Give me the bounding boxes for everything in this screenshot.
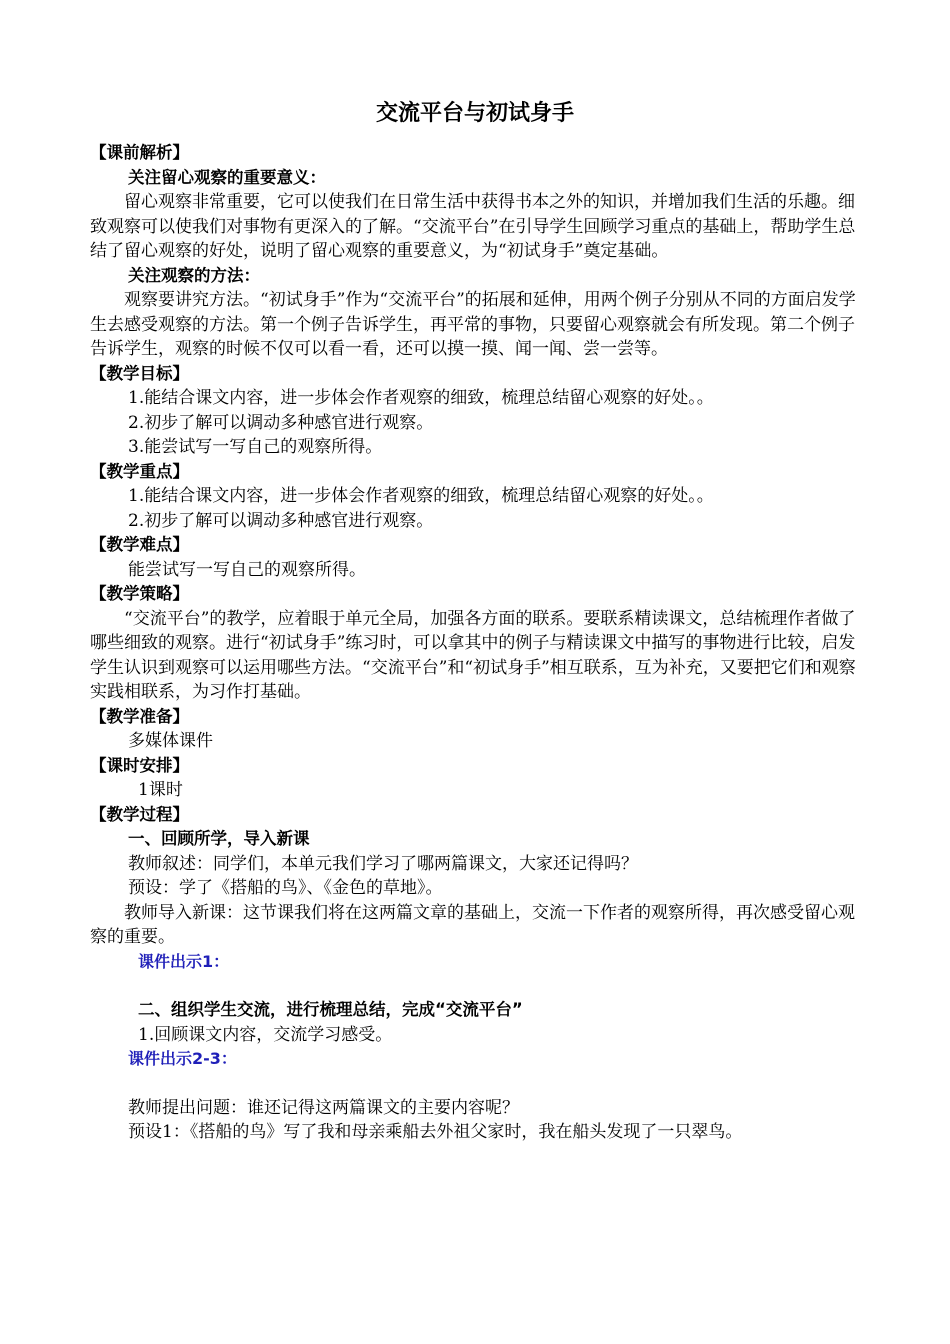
step1-title: 一、回顾所学，导入新课 xyxy=(128,829,310,848)
section-heading-strategy: 【教学策略】 xyxy=(90,584,189,603)
paragraph-importance: 留心观察非常重要，它可以使我们在日常生活中获得书本之外的知识，并增加我们生活的乐趣。细致观察可以使我们对事物有更深入的了解。“交流平台”在引导学生回顾学习重点的基础上，帮助学生总结了留心观察的好处，说明了留心观察的重要意义，为“初试身手”奠定基础。 xyxy=(90,192,856,261)
section-heading-process: 【教学过程】 xyxy=(90,804,189,824)
document-title: 交流平台与初试身手 xyxy=(375,101,574,126)
step2-line: 教师提出问题：谁还记得这两篇课文的主要内容呢？ xyxy=(128,1097,519,1118)
paragraph-methods: 观察要讲究方法。“初试身手”作为“交流平台”的拓展和延伸，用两个例子分别从不同的方面启发学生去感受观察的方法。第一个例子告诉学生，再平常的事物，只要留心观察就会有所发现。第二个例子告诉学生，观察的时候不仅可以看一看，还可以摸一摸、闻一闻、尝一尝等。 xyxy=(90,290,856,359)
keypoint-item: 2.初步了解可以调动多种感官进行观察。 xyxy=(128,510,434,531)
keypoint-item: 1.能结合课文内容，进一步体会作者观察的细致，梳理总结留心观察的好处。。 xyxy=(128,486,714,506)
step1-line: 教师叙述：同学们，本单元我们学习了哪两篇课文，大家还记得吗？ xyxy=(128,853,638,874)
step2-title: 二、组织学生交流，进行梳理总结，完成“交流平台” xyxy=(138,1000,523,1019)
document-page xyxy=(90,96,860,1145)
step2-line: 预设1：《搭船的鸟》写了我和母亲乘船去外祖父家时，我在船头发现了一只翠鸟。 xyxy=(128,1122,743,1142)
courseware-placeholder-1 xyxy=(90,974,860,998)
courseware-placeholder-2 xyxy=(90,1072,860,1096)
section-heading-pre-analysis: 【课前解析】 xyxy=(90,143,189,162)
strategy-paragraph: “交流平台”的教学，应着眼于单元全局，加强各方面的联系。要联系精读课文，总结梳理作者做了哪些细致的观察。进行“初试身手”练习时，可以拿其中的例子与精读课文中描写的事物进行比较，启发学生认识到观察可以运用哪些方法。“交流平台”和“初试身手”相互联系，互为补充，又要把它们和观察实践相联系，为习作打基础。 xyxy=(90,608,856,702)
goal-item: 1.能结合课文内容，进一步体会作者观察的细致，梳理总结留心观察的好处。。 xyxy=(128,388,714,408)
difficulty-text: 能尝试写一写自己的观察所得。 xyxy=(128,559,366,580)
courseware-label-2: 课件出示2-3： xyxy=(128,1049,237,1068)
section-heading-difficulty: 【教学难点】 xyxy=(90,535,189,554)
preparation-text: 多媒体课件 xyxy=(128,731,213,751)
section-heading-preparation: 【教学准备】 xyxy=(90,706,189,726)
subheading-methods: 关注观察的方法： xyxy=(128,265,260,285)
section-heading-keypoints: 【教学重点】 xyxy=(90,461,189,481)
step1-line: 预设：学了《搭船的鸟》、《金色的草地》。 xyxy=(128,878,443,898)
step2-line: 1.回顾课文内容，交流学习感受。 xyxy=(138,1024,393,1045)
schedule-text: 1课时 xyxy=(138,780,183,800)
goal-item: 3.能尝试写一写自己的观察所得。 xyxy=(128,437,383,457)
courseware-label-1: 课件出示1： xyxy=(138,951,230,971)
section-heading-schedule: 【课时安排】 xyxy=(90,755,189,775)
step1-line: 教师导入新课：这节课我们将在这两篇文章的基础上，交流一下作者的观察所得，再次感受留心观察的重要。 xyxy=(90,902,855,947)
subheading-importance: 关注留心观察的重要意义： xyxy=(128,167,326,187)
section-heading-goals: 【教学目标】 xyxy=(90,363,189,383)
goal-item: 2.初步了解可以调动多种感官进行观察。 xyxy=(128,412,434,433)
